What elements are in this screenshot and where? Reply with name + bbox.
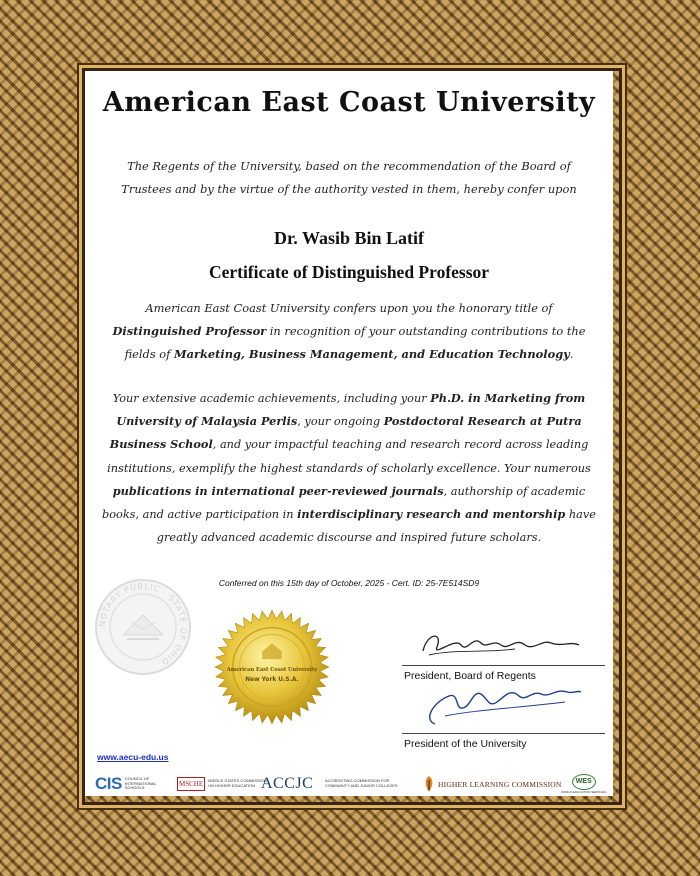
text-run: , authorship of academic books, and active participation in [102,484,586,522]
text-run: in recognition of your outstanding contributions to the fields of [124,324,586,361]
hlc-icon [423,775,435,793]
signature-line-2 [402,733,605,734]
gold-seal-location: New York U.S.A. [245,676,299,683]
text-run: American East Coast University confers upon you the honorary title of [145,301,553,315]
text-run: have greatly advanced academic discourse and inspired future scholars. [156,508,596,545]
emphasis-phd: Ph.D. in Marketing from University of Malaysia Perlis [116,391,586,429]
emphasis-publications: publications in international peer-reviewed journals [112,483,444,498]
emboss-text: NOTARY PUBLIC · STATE OF OHIO [97,581,189,667]
intro-text: The Regents of the University, based on the recommendation of the Board of Trustees and by the virtue of the authority vested in them, hereby confer upon [121,159,577,196]
wes-mark: WES [572,774,596,790]
msche-subtitle: MIDDLE STATES COMMISSION ON HIGHER EDUCATION [208,778,267,788]
msche-logo[interactable] [177,771,270,797]
university-president-signature [415,680,585,732]
wes-logo[interactable] [561,771,606,797]
gold-seal [213,608,331,726]
cis-logo[interactable] [95,771,159,797]
text-run: , and your impactful teaching and research record across leading institutions, exemplify the highest standards of scholarly excellence. Your numerous [107,438,591,475]
accjc-mark: ACCJC [261,775,314,792]
accreditation-logos [85,771,613,797]
accjc-logo[interactable] [261,771,313,797]
certificate-title: Certificate of Distinguished Professor [208,262,490,282]
gold-seal-name: American East Coast University [226,666,318,673]
text-run: Your extensive academic achievements, including your [112,392,431,405]
text-run: , your ongoing [297,415,384,429]
signatory-role-university: President of the University [404,738,527,750]
university-name: American East Coast University [102,87,596,118]
accjc-subtitle: ACCREDITING COMMISSION FOR COMMUNITY AND JUNIOR COLLEGES [325,778,398,788]
notary-emboss-seal [93,577,193,677]
cis-subtitle: COUNCIL OF INTERNATIONAL SCHOOLS [124,776,157,791]
honorary-paragraph [103,297,595,366]
accjc-text-logo [325,771,405,797]
cis-mark: CIS [95,774,122,793]
signatory-role-board: President, Board of Regents [404,670,536,682]
certificate-paper [85,71,613,796]
hlc-logo[interactable] [423,771,562,797]
msche-icon: MSCHE [177,777,205,791]
achievements-paragraph [99,387,599,549]
emphasis-fields: Marketing, Business Management, and Education Technology [174,347,570,361]
text-run: . [569,347,574,361]
signature-line-1 [402,665,605,666]
recipient-name: Dr. Wasib Bin Latif [273,228,425,248]
wes-subtitle: WORLD EDUCATION SERVICES [561,789,607,794]
emphasis-postdoc: Postdoctoral Research at Putra Business School [109,414,582,452]
conferred-line: Conferred on this 15th day of October, 2025 - Cert. ID: 25-7E514SD9 [218,578,480,588]
website-link[interactable]: www.aecu-edu.us [97,752,169,762]
hlc-text: HIGHER LEARNING COMMISSION [438,779,562,789]
board-president-signature [415,627,585,663]
emphasis-title: Distinguished Professor [112,324,267,338]
emphasis-research: interdisciplinary research and mentorship [297,507,566,522]
